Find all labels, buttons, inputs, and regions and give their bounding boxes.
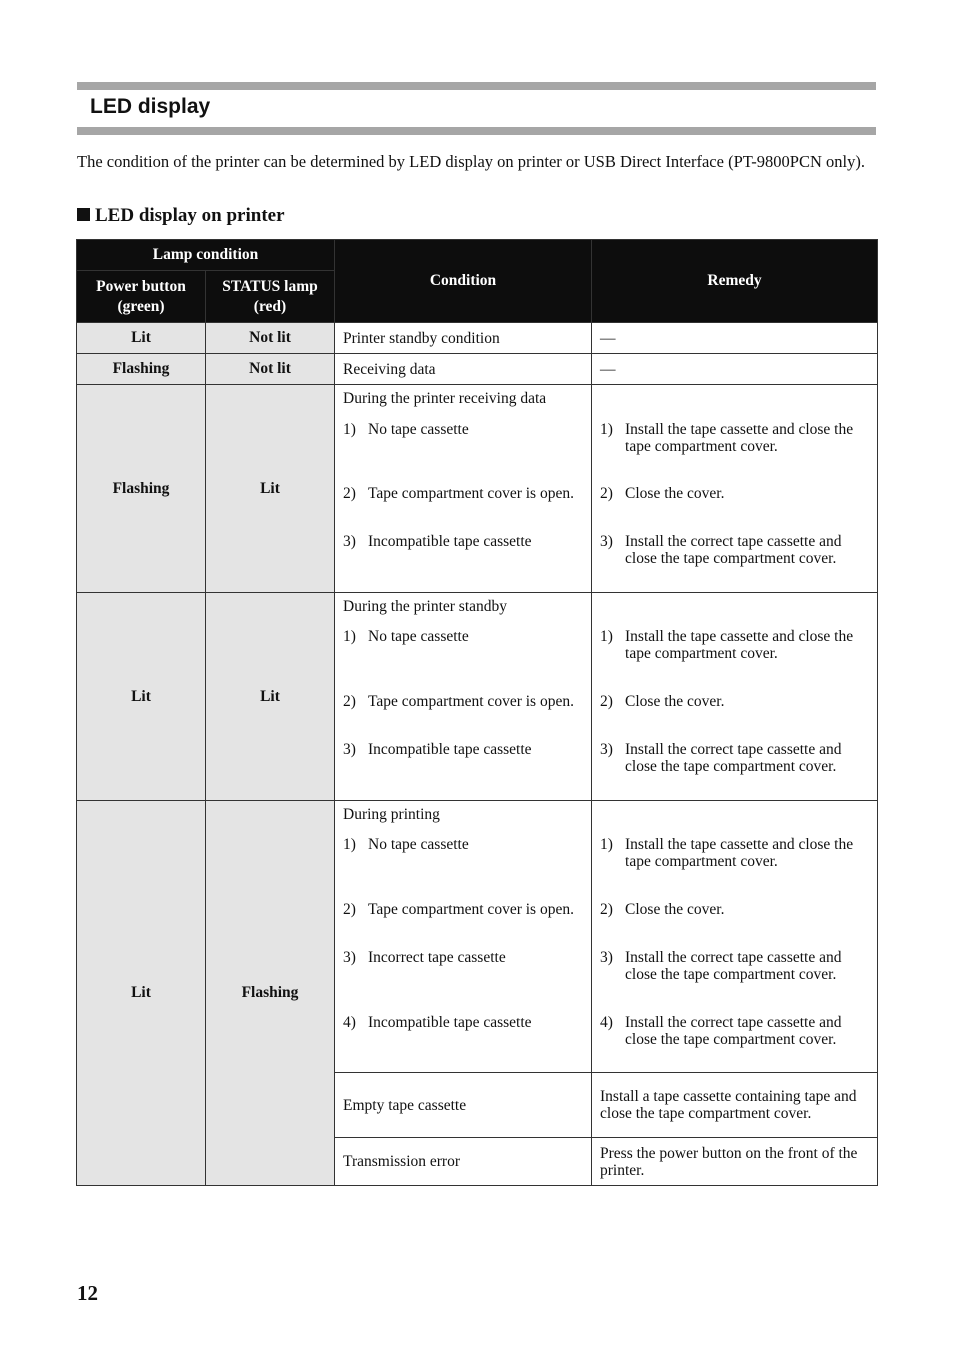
condition-intro: During printing bbox=[343, 806, 440, 823]
list-item: 1) No tape cassette bbox=[343, 628, 469, 645]
power-cell: Lit bbox=[77, 323, 206, 354]
status-cell: Not lit bbox=[206, 323, 335, 354]
header-status-lamp: STATUS lamp (red) bbox=[206, 271, 335, 323]
list-item: 2) Tape compartment cover is open. bbox=[343, 901, 574, 918]
header-remedy: Remedy bbox=[592, 240, 878, 323]
list-item: 1) No tape cassette bbox=[343, 836, 469, 853]
status-cell: Flashing bbox=[206, 801, 335, 1186]
list-item: 1) Install the tape cassette and close the tape compartment cover. bbox=[600, 836, 854, 870]
list-item: 4) Install the correct tape cassette and close the tape compartment cover. bbox=[600, 1014, 842, 1048]
condition-intro: During the printer standby bbox=[343, 598, 508, 615]
header-row-1 bbox=[77, 240, 878, 271]
list-item: 3) Incorrect tape cassette bbox=[343, 949, 506, 966]
list-item: 3) Install the correct tape cassette and close the tape compartment cover. bbox=[600, 533, 842, 567]
condition-intro: During the printer receiving data bbox=[343, 390, 547, 407]
remedy-cell: Install a tape cassette containing tape and close the tape compartment cover. bbox=[592, 1073, 878, 1138]
status-cell: Lit bbox=[206, 593, 335, 801]
list-item: 2) Close the cover. bbox=[600, 901, 725, 918]
remedy-cell bbox=[592, 593, 878, 801]
list-item: 2) Close the cover. bbox=[600, 693, 725, 710]
status-cell: Not lit bbox=[206, 354, 335, 385]
list-item: 1) No tape cassette bbox=[343, 421, 469, 438]
led-table bbox=[76, 239, 878, 1186]
header-lamp-condition: Lamp condition bbox=[77, 240, 335, 271]
condition-cell bbox=[335, 801, 592, 1073]
list-item: 4) Incompatible tape cassette bbox=[343, 1014, 532, 1031]
square-bullet-icon bbox=[77, 208, 90, 221]
condition-cell bbox=[335, 385, 592, 593]
page-number: 12 bbox=[77, 1281, 98, 1305]
condition-cell: Receiving data bbox=[335, 354, 592, 385]
power-cell: Flashing bbox=[77, 385, 206, 593]
intro-paragraph: The condition of the printer can be determined by LED display on printer or USB Direct Interface (PT-9800PCN only). bbox=[77, 152, 865, 171]
title-rule-top bbox=[77, 82, 876, 90]
list-item: 3) Install the correct tape cassette and close the tape compartment cover. bbox=[600, 949, 842, 983]
list-item: 1) Install the tape cassette and close the tape compartment cover. bbox=[600, 628, 854, 662]
table-row bbox=[77, 593, 878, 801]
condition-cell: Transmission error bbox=[335, 1138, 592, 1186]
status-cell: Lit bbox=[206, 385, 335, 593]
list-item: 3) Incompatible tape cassette bbox=[343, 533, 532, 550]
remedy-cell: Press the power button on the front of the printer. bbox=[592, 1138, 878, 1186]
list-item: 1) Install the tape cassette and close the tape compartment cover. bbox=[600, 421, 854, 455]
title-rule-bottom bbox=[77, 127, 876, 135]
condition-cell: Empty tape cassette bbox=[335, 1073, 592, 1138]
subsection-title-text: LED display on printer bbox=[95, 205, 285, 226]
list-item: 2) Tape compartment cover is open. bbox=[343, 693, 574, 710]
table-row bbox=[77, 354, 878, 385]
list-item: 2) Close the cover. bbox=[600, 485, 725, 502]
table-row bbox=[77, 323, 878, 354]
condition-cell: Printer standby condition bbox=[335, 323, 592, 354]
header-condition: Condition bbox=[335, 240, 592, 323]
power-cell: Lit bbox=[77, 593, 206, 801]
remedy-cell: — bbox=[592, 323, 878, 354]
list-item: 3) Incompatible tape cassette bbox=[343, 741, 532, 758]
table-row bbox=[77, 385, 878, 593]
power-cell: Flashing bbox=[77, 354, 206, 385]
table-row bbox=[77, 801, 878, 1073]
list-item: 3) Install the correct tape cassette and close the tape compartment cover. bbox=[600, 741, 842, 775]
remedy-cell: — bbox=[592, 354, 878, 385]
condition-cell bbox=[335, 593, 592, 801]
remedy-cell bbox=[592, 801, 878, 1073]
header-power-button: Power button (green) bbox=[77, 271, 206, 323]
section-title: LED display bbox=[90, 95, 211, 118]
remedy-cell bbox=[592, 385, 878, 593]
power-cell: Lit bbox=[77, 801, 206, 1186]
list-item: 2) Tape compartment cover is open. bbox=[343, 485, 574, 502]
subsection-title bbox=[77, 204, 285, 228]
